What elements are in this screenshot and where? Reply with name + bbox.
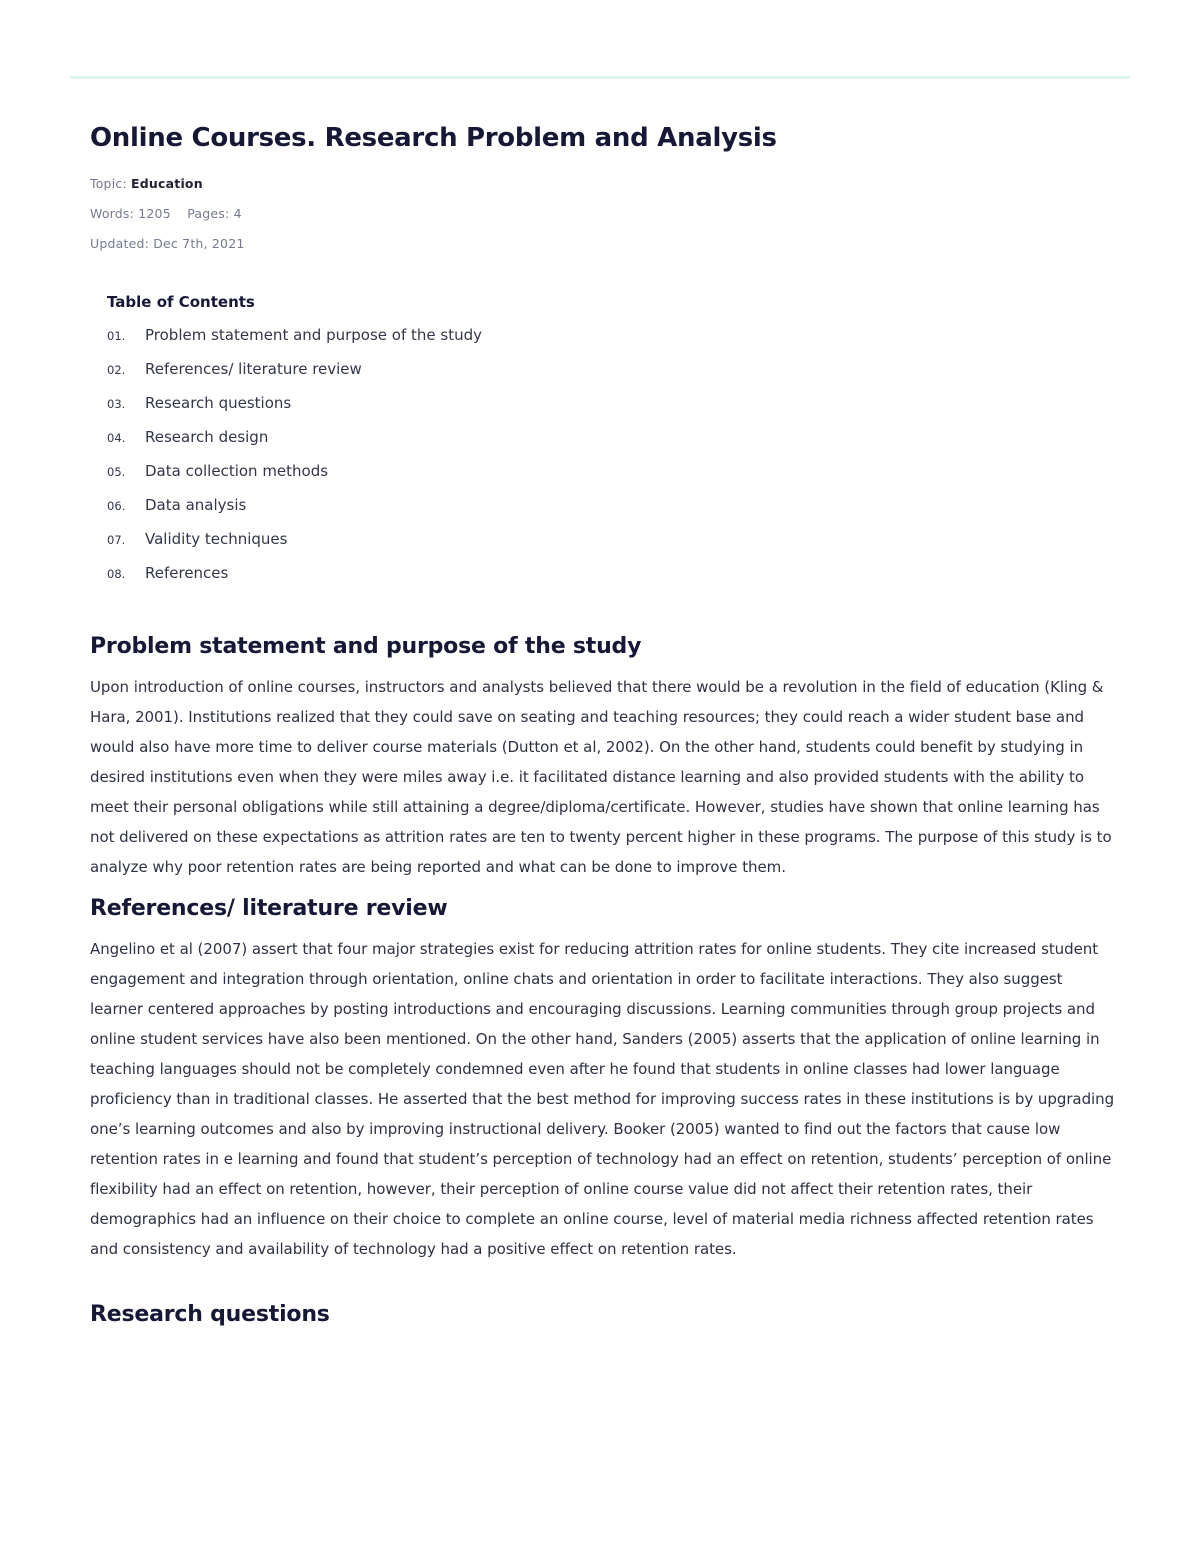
toc-item-label[interactable]: Problem statement and purpose of the study xyxy=(145,326,482,344)
toc-item-validity-techniques[interactable] xyxy=(107,530,1115,564)
toc-heading: Table of Contents xyxy=(107,293,255,311)
toc-item-problem-statement[interactable] xyxy=(107,326,1115,360)
toc-item-references[interactable] xyxy=(107,564,1115,598)
section-heading: References/ literature review xyxy=(90,896,448,921)
top-divider xyxy=(70,76,1130,79)
pages-label: Pages: xyxy=(187,206,230,221)
toc-item-label[interactable]: Validity techniques xyxy=(145,530,288,548)
section-paragraph: Angelino et al (2007) assert that four major strategies exist for reducing attrition rates for online students. They cite increased student engagement and integration through orientation, online chats and orientation in order to facilitate interactions. They also suggest learner centered approaches by posting introductions and encouraging discussions. Learning communities through group projects and online student services have also been mentioned. On the other hand, Sanders (2005) asserts that the application of online learning in teaching languages should not be completely condemned even after he found that students in online classes had lower language proficiency than in traditional classes. He asserted that the best method for improving success rates in these institutions is by upgrading one’s learning outcomes and also by improving instructional delivery. Booker (2005) wanted to find out the factors that cause low retention rates in e learning and found that student’s perception of technology had an effect on retention, students’ perception of online flexibility had an effect on retention, however, their perception of online course value did not affect their retention rates, their demographics had an influence on their choice to complete an online course, level of material media richness affected retention rates and consistency and availability of technology had a positive effect on retention rates. xyxy=(90,940,1115,1258)
toc-item-label[interactable]: Research design xyxy=(145,428,269,446)
toc-item-research-questions[interactable] xyxy=(107,394,1115,428)
section-problem-statement xyxy=(90,632,1115,882)
toc-item-label[interactable]: References xyxy=(145,564,229,582)
section-heading: Research questions xyxy=(90,1302,330,1327)
words-label: Words: xyxy=(90,206,135,221)
updated-value: Dec 7th, 2021 xyxy=(153,236,245,251)
toc-item-label[interactable]: Data analysis xyxy=(145,496,247,514)
toc-item-data-analysis[interactable] xyxy=(107,496,1115,530)
toc-item-number: 05. xyxy=(107,465,126,479)
topic-link[interactable]: Education xyxy=(131,176,203,191)
toc-item-number: 04. xyxy=(107,431,126,445)
document-page xyxy=(90,118,1115,1330)
toc-item-label[interactable]: Research questions xyxy=(145,394,292,412)
meta-updated xyxy=(90,236,1115,252)
updated-label: Updated: xyxy=(90,236,150,251)
toc-item-label[interactable]: Data collection methods xyxy=(145,462,329,480)
section-paragraph: Upon introduction of online courses, instructors and analysts believed that there would be a revolution in the field of education (Kling & Hara, 2001). Institutions realized that they could save on seating and teaching resources; they could reach a wider student base and would also have more time to deliver course materials (Dutton et al, 2002). On the other hand, students could benefit by studying in desired institutions even when they were miles away i.e. it facilitated distance learning and also provided students with the ability to meet their personal obligations while still attaining a degree/diploma/certificate. However, studies have shown that online learning has not delivered on these expectations as attrition rates are ten to twenty percent higher in these programs. The purpose of this study is to analyze why poor retention rates are being reported and what can be done to improve them. xyxy=(90,678,1112,876)
table-of-contents xyxy=(107,292,1115,598)
section-heading: Problem statement and purpose of the study xyxy=(90,634,642,659)
section-research-questions xyxy=(90,1300,1115,1330)
document-title: Online Courses. Research Problem and Analysis xyxy=(90,123,777,153)
pages-value: 4 xyxy=(233,206,242,221)
toc-item-data-collection[interactable] xyxy=(107,462,1115,496)
meta-topic xyxy=(90,176,1115,192)
toc-item-number: 02. xyxy=(107,363,126,377)
toc-item-label[interactable]: References/ literature review xyxy=(145,360,362,378)
topic-label: Topic: xyxy=(90,176,127,191)
toc-item-number: 08. xyxy=(107,567,126,581)
meta-stats xyxy=(90,206,1115,222)
toc-item-research-design[interactable] xyxy=(107,428,1115,462)
section-literature-review xyxy=(90,894,1115,1264)
words-value: 1205 xyxy=(138,206,171,221)
toc-item-number: 03. xyxy=(107,397,126,411)
toc-item-number: 01. xyxy=(107,329,126,343)
toc-item-number: 06. xyxy=(107,499,126,513)
toc-item-literature-review[interactable] xyxy=(107,360,1115,394)
toc-item-number: 07. xyxy=(107,533,126,547)
